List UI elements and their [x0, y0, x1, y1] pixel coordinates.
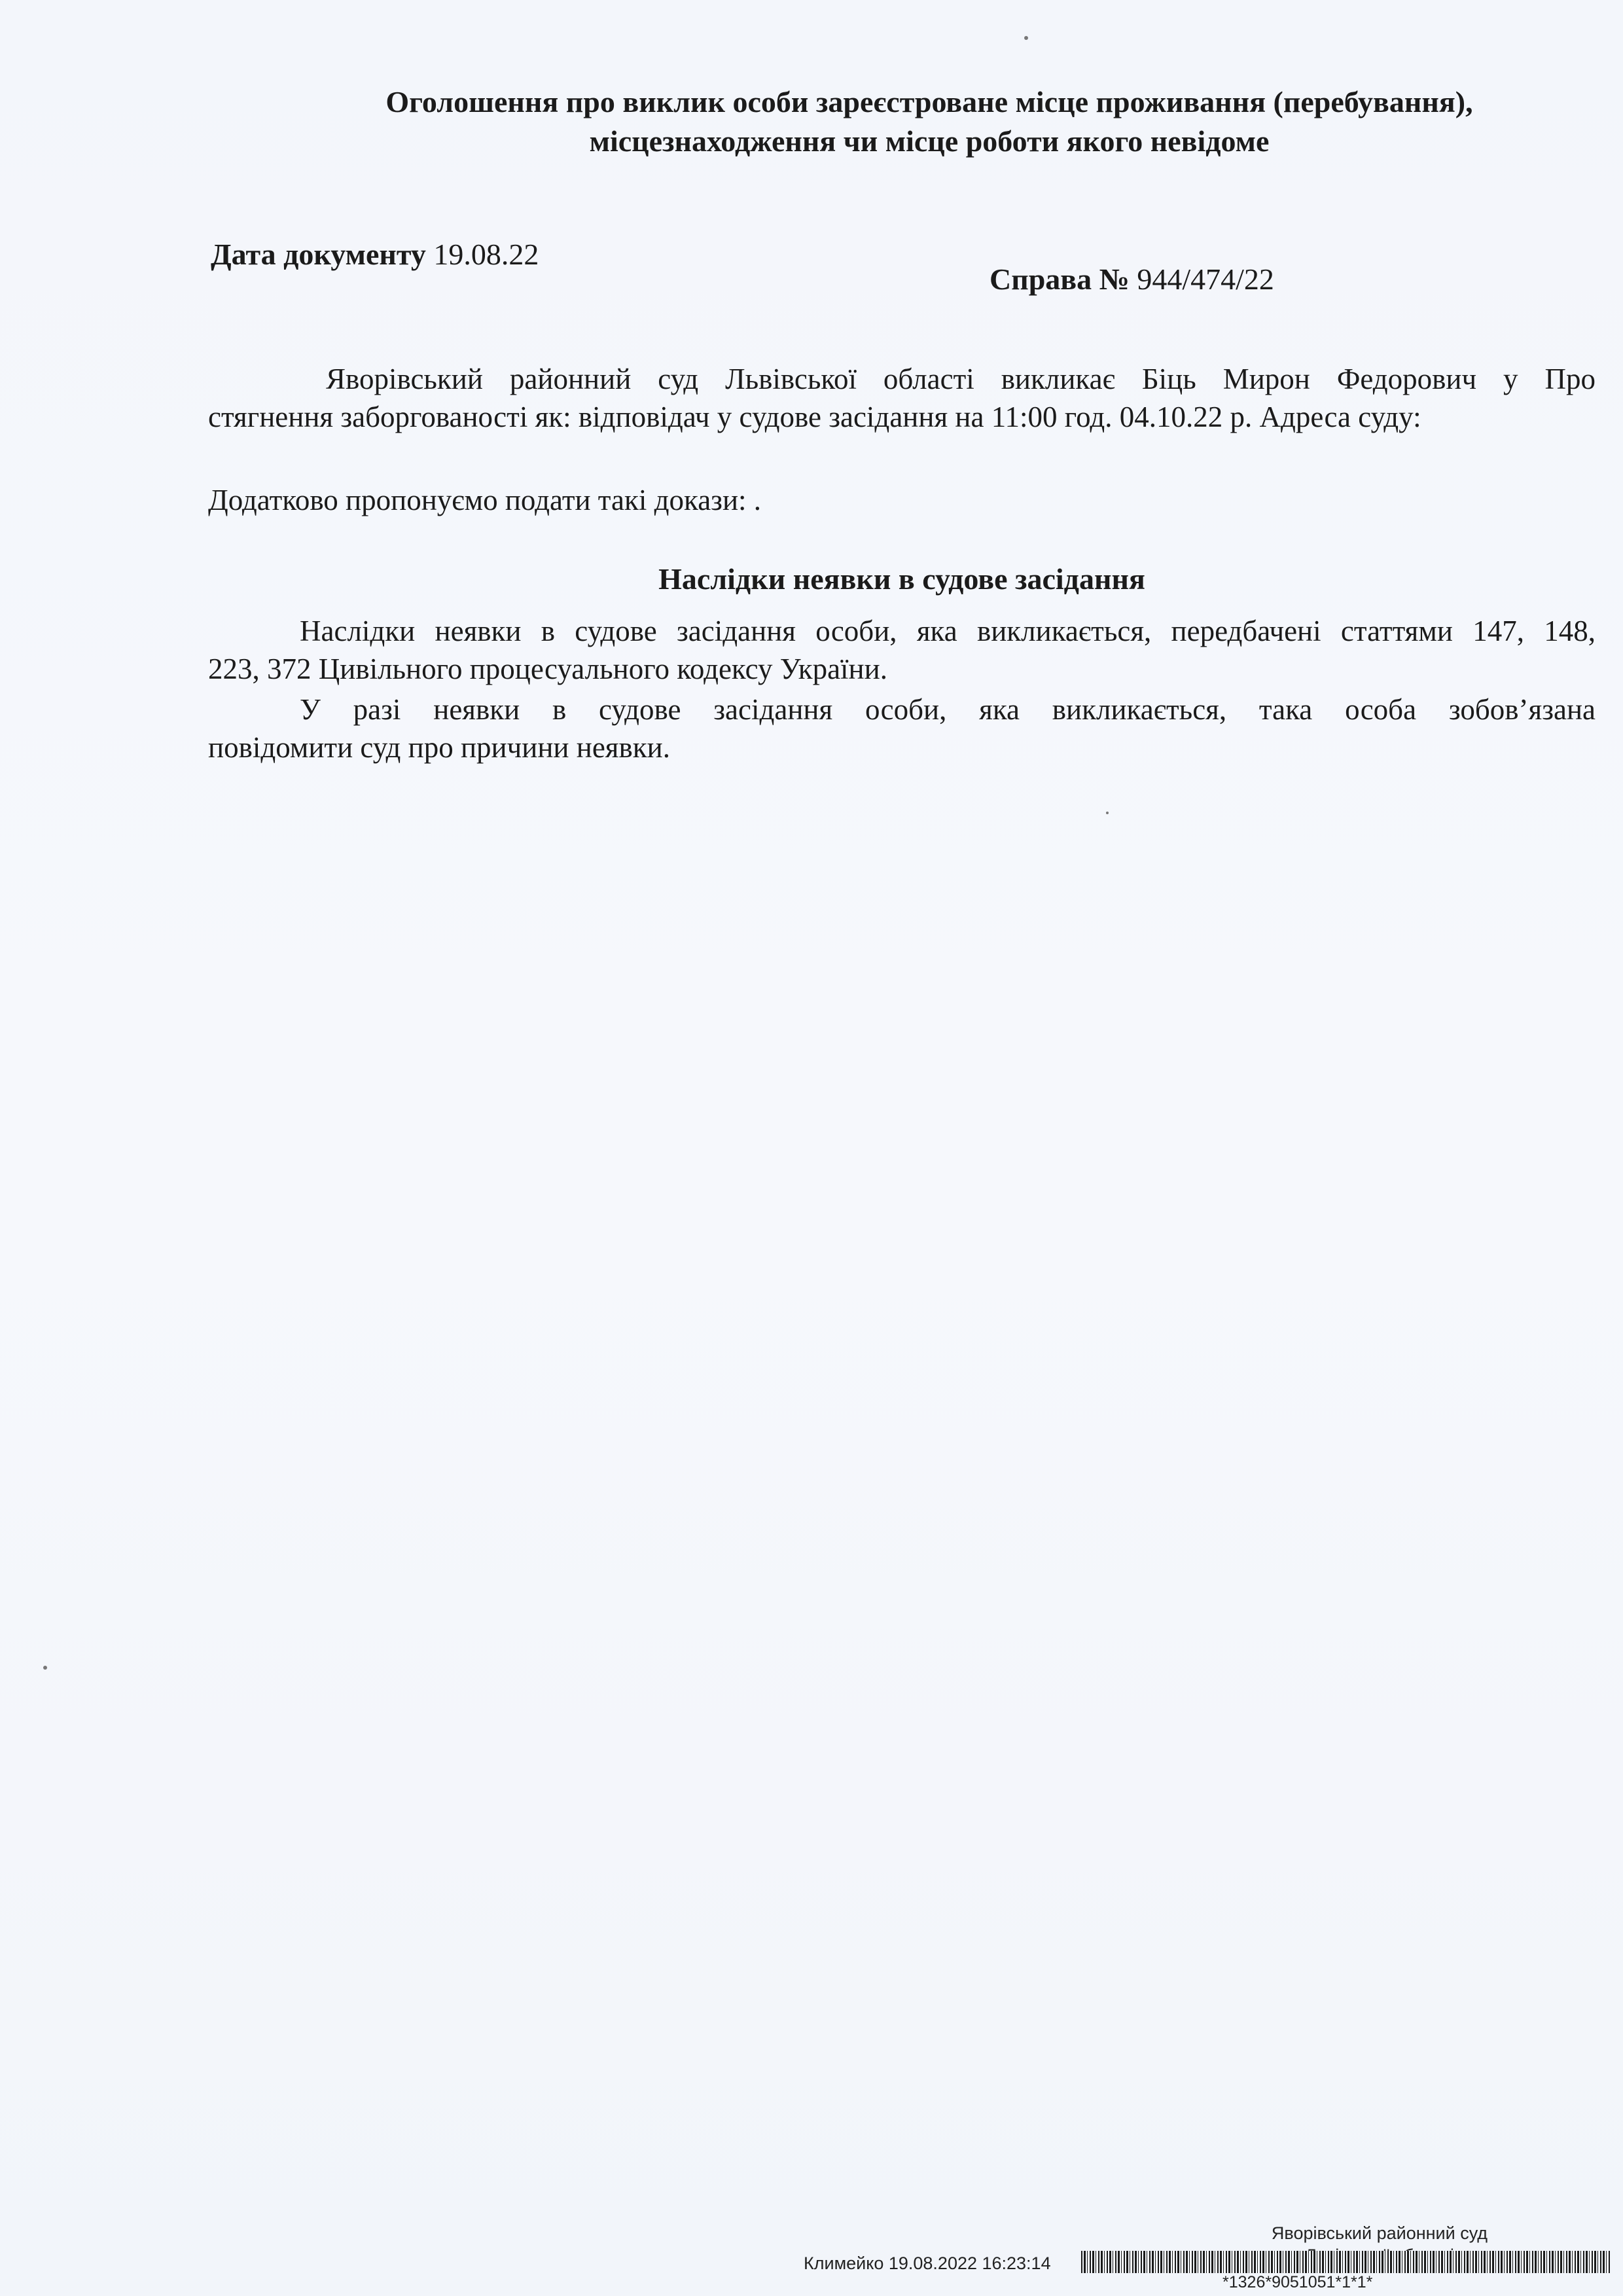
scan-speck: [1024, 36, 1028, 40]
consequences-paragraph: [208, 612, 1596, 688]
notification-paragraph: [208, 691, 1596, 766]
scan-speck: [43, 1666, 47, 1670]
title-line-2: місцезнаходження чи місце роботи якого невідоме: [589, 124, 1270, 158]
registration-footer: [804, 2222, 1615, 2291]
court-name-line-1: Яворівський районний суд: [1271, 2223, 1488, 2243]
evidence-paragraph: Додатково пропонуємо подати такі докази: .: [208, 484, 762, 516]
document-date: [211, 237, 539, 272]
date-value: 19.08.22: [433, 238, 539, 271]
summons-paragraph: [208, 360, 1596, 436]
notification-line-2: повідомити суд про причини неявки.: [208, 731, 670, 764]
summons-line-1: Яворівський районний суд Львівської області викликає Біць Мирон Федорович у Про: [326, 363, 1596, 395]
case-value: 944/474/22: [1137, 262, 1274, 296]
notification-line-1: У разі неявки в судове засідання особи, яка викликається, така особа зобов’язана: [300, 693, 1596, 726]
consequences-heading: Наслідки неявки в судове засідання: [658, 562, 1145, 596]
title-line-1: Оголошення про виклик особи зареєстроване місце проживання (перебування),: [385, 85, 1473, 118]
barcode-number: *1326*9051051*1*1*: [1222, 2273, 1373, 2291]
case-label: Справа №: [990, 262, 1130, 296]
summons-line-2: стягнення заборгованості як: відповідач у судове засідання на 11:00 год. 04.10.22 р. Адреса суду:: [208, 401, 1421, 433]
signer-timestamp: Климейко 19.08.2022 16:23:14: [804, 2253, 1051, 2273]
consequences-line-2: 223, 372 Цивільного процесуального кодексу України.: [208, 653, 887, 685]
barcode-image: [1081, 2251, 1610, 2273]
date-label: Дата документу: [211, 238, 426, 271]
consequences-line-1: Наслідки неявки в судове засідання особи, яка викликається, передбачені статтями 147, 148,: [300, 615, 1596, 647]
case-number: [990, 262, 1274, 296]
document-title: [308, 82, 1551, 161]
scan-speck: [1106, 812, 1109, 814]
